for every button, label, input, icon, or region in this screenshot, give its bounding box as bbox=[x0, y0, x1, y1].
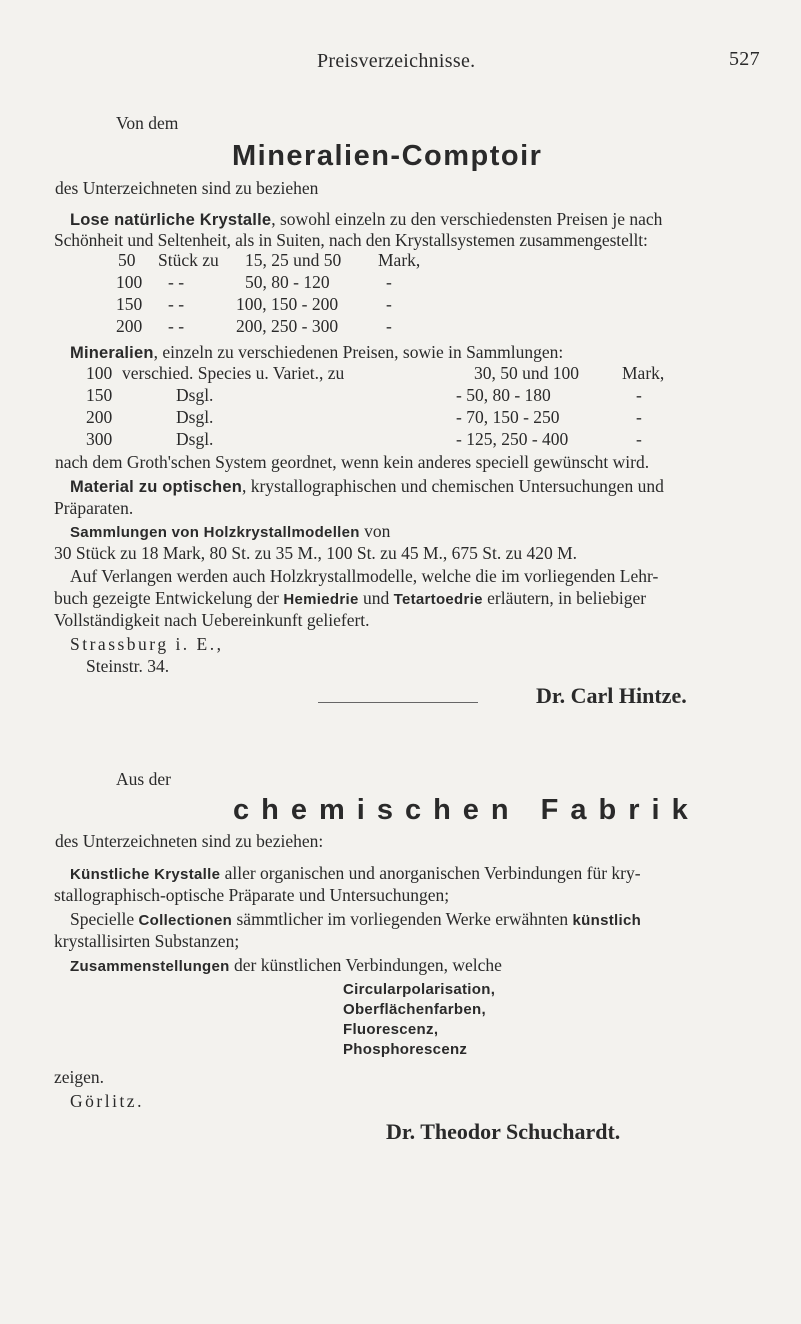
s2-p2-mid: sämmtlicher im vorliegenden Werke erwähnten bbox=[232, 909, 573, 929]
p5-line2 bbox=[54, 587, 646, 611]
collection-prices: - 125, 250 - 400 bbox=[456, 429, 569, 449]
term-tetartoedrie: Tetartoedrie bbox=[393, 591, 483, 608]
term-zusammenstellungen: Zusammenstellungen bbox=[70, 958, 230, 975]
collection-count: 300 bbox=[86, 429, 113, 449]
place-strassburg: Strassburg i. E., bbox=[70, 634, 224, 654]
s2-p1-line1-rest: aller organischen und anorganischen Verbindungen für kry- bbox=[220, 863, 641, 883]
s2-p2-line2: krystallisirten Substanzen; bbox=[54, 931, 240, 951]
p1-line2: Schönheit und Seltenheit, als in Suiten, nach den Krystallsystemen zusammengestellt: bbox=[54, 230, 648, 250]
suite-count: 200 bbox=[116, 316, 143, 336]
collection-label: Dsgl. bbox=[176, 429, 214, 449]
p4-line2: 30 Stück zu 18 Mark, 80 St. zu 35 M., 100 St. zu 45 M., 675 St. zu 420 M. bbox=[54, 543, 578, 563]
collection-prices: - 50, 80 - 180 bbox=[456, 385, 551, 405]
p5-line2-c: erläutern, in beliebiger bbox=[482, 588, 647, 608]
signature-hintze: Dr. Carl Hintze. bbox=[536, 683, 687, 708]
street: Steinstr. 34. bbox=[86, 656, 170, 676]
collection-label: verschied. Species u. Variet., zu bbox=[122, 363, 345, 383]
suite-prices: 100, 150 - 200 bbox=[236, 294, 339, 314]
paragraph-mineralien bbox=[70, 341, 563, 364]
suite-unit: - - bbox=[168, 272, 185, 292]
suite-currency: - bbox=[386, 294, 392, 314]
collection-count: 150 bbox=[86, 385, 113, 405]
term-kuenstlich: künstlich bbox=[572, 912, 642, 929]
s2-p2-lead: Specielle bbox=[70, 909, 139, 929]
zeigen: zeigen. bbox=[54, 1067, 105, 1087]
term-lose-krystalle: Lose natürliche Krystalle bbox=[70, 211, 272, 229]
running-title: Preisverzeichnisse. bbox=[317, 50, 476, 72]
term-sammlungen: Sammlungen von Holzkrystallmodellen bbox=[70, 524, 360, 541]
signature-schuchardt: Dr. Theodor Schuchardt. bbox=[386, 1119, 621, 1144]
suite-prices: 200, 250 - 300 bbox=[236, 316, 339, 336]
place-goerlitz: Görlitz. bbox=[70, 1091, 144, 1111]
phenomenon-item: Fluorescenz, bbox=[343, 1021, 439, 1038]
p5-line3: Vollständigkeit nach Uebereinkunft geliefert. bbox=[54, 610, 370, 630]
collection-currency: - bbox=[636, 407, 642, 427]
section-divider bbox=[318, 702, 478, 703]
paragraph-lose-krystalle bbox=[70, 208, 662, 231]
section1-intro: Von dem bbox=[116, 113, 179, 133]
p5-line2-b: und bbox=[358, 588, 394, 608]
term-material: Material zu optischen bbox=[70, 478, 242, 496]
collection-count: 100 bbox=[86, 363, 113, 383]
phenomenon-item: Oberflächenfarben, bbox=[343, 1001, 486, 1018]
suite-currency: - bbox=[386, 316, 392, 336]
suite-prices: 15, 25 und 50 bbox=[245, 250, 342, 270]
collection-count: 200 bbox=[86, 407, 113, 427]
p2-line1-rest: , einzeln zu verschiedenen Preisen, sowie in Sammlungen: bbox=[153, 342, 564, 362]
section2-title: chemischen Fabrik bbox=[233, 794, 700, 826]
term-kuenstliche-krystalle: Künstliche Krystalle bbox=[70, 866, 221, 883]
p3-line2: Präparaten. bbox=[54, 498, 134, 518]
collection-prices: - 70, 150 - 250 bbox=[456, 407, 560, 427]
phenomenon-item: Phosphorescenz bbox=[343, 1041, 468, 1058]
paragraph-zusammenstellungen bbox=[70, 954, 502, 978]
p2-last: nach dem Groth'schen System geordnet, wenn kein anderes speciell gewünscht wird. bbox=[55, 452, 650, 472]
section1-subtitle: des Unterzeichneten sind zu beziehen bbox=[55, 178, 319, 198]
suite-currency: Mark, bbox=[378, 250, 421, 270]
p5-line1: Auf Verlangen werden auch Holzkrystallmodelle, welche die im vorliegenden Lehr- bbox=[70, 566, 659, 586]
collection-label: Dsgl. bbox=[176, 385, 214, 405]
collection-currency: - bbox=[636, 429, 642, 449]
paragraph-material bbox=[70, 475, 664, 498]
term-collectionen: Collectionen bbox=[138, 912, 233, 929]
suite-prices: 50, 80 - 120 bbox=[245, 272, 330, 292]
p3-line1-rest: , krystallographischen und chemischen Untersuchungen und bbox=[241, 476, 664, 496]
p4-line1-rest: von bbox=[359, 521, 391, 541]
collection-currency: - bbox=[636, 385, 642, 405]
suite-count: 50 bbox=[118, 250, 136, 270]
suite-currency: - bbox=[386, 272, 392, 292]
paragraph-kuenstliche bbox=[70, 862, 641, 886]
paragraph-sammlungen bbox=[70, 520, 390, 544]
paragraph-collectionen bbox=[70, 908, 641, 932]
s2-p3-line1-rest: der künstlichen Verbindungen, welche bbox=[229, 955, 502, 975]
section2-subtitle: des Unterzeichneten sind zu beziehen: bbox=[55, 831, 324, 851]
phenomenon-item: Circularpolarisation, bbox=[343, 981, 496, 998]
section2-intro: Aus der bbox=[116, 769, 171, 789]
collection-currency: Mark, bbox=[622, 363, 665, 383]
s2-p1-line2: stallographisch-optische Präparate und Untersuchungen; bbox=[54, 885, 450, 905]
suite-unit: - - bbox=[168, 294, 185, 314]
collection-label: Dsgl. bbox=[176, 407, 214, 427]
p5-line2-a: buch gezeigte Entwickelung der bbox=[54, 588, 284, 608]
collection-prices: 30, 50 und 100 bbox=[474, 363, 579, 383]
section1-title: Mineralien-Comptoir bbox=[232, 140, 543, 172]
p1-line1-rest: , sowohl einzeln zu den verschiedensten Preisen je nach bbox=[271, 209, 663, 229]
suite-count: 150 bbox=[116, 294, 143, 314]
suite-unit: Stück zu bbox=[158, 250, 219, 270]
page-number: 527 bbox=[729, 48, 760, 70]
term-hemiedrie: Hemiedrie bbox=[283, 591, 359, 608]
term-mineralien: Mineralien bbox=[70, 344, 154, 362]
suite-unit: - - bbox=[168, 316, 185, 336]
suite-count: 100 bbox=[116, 272, 143, 292]
